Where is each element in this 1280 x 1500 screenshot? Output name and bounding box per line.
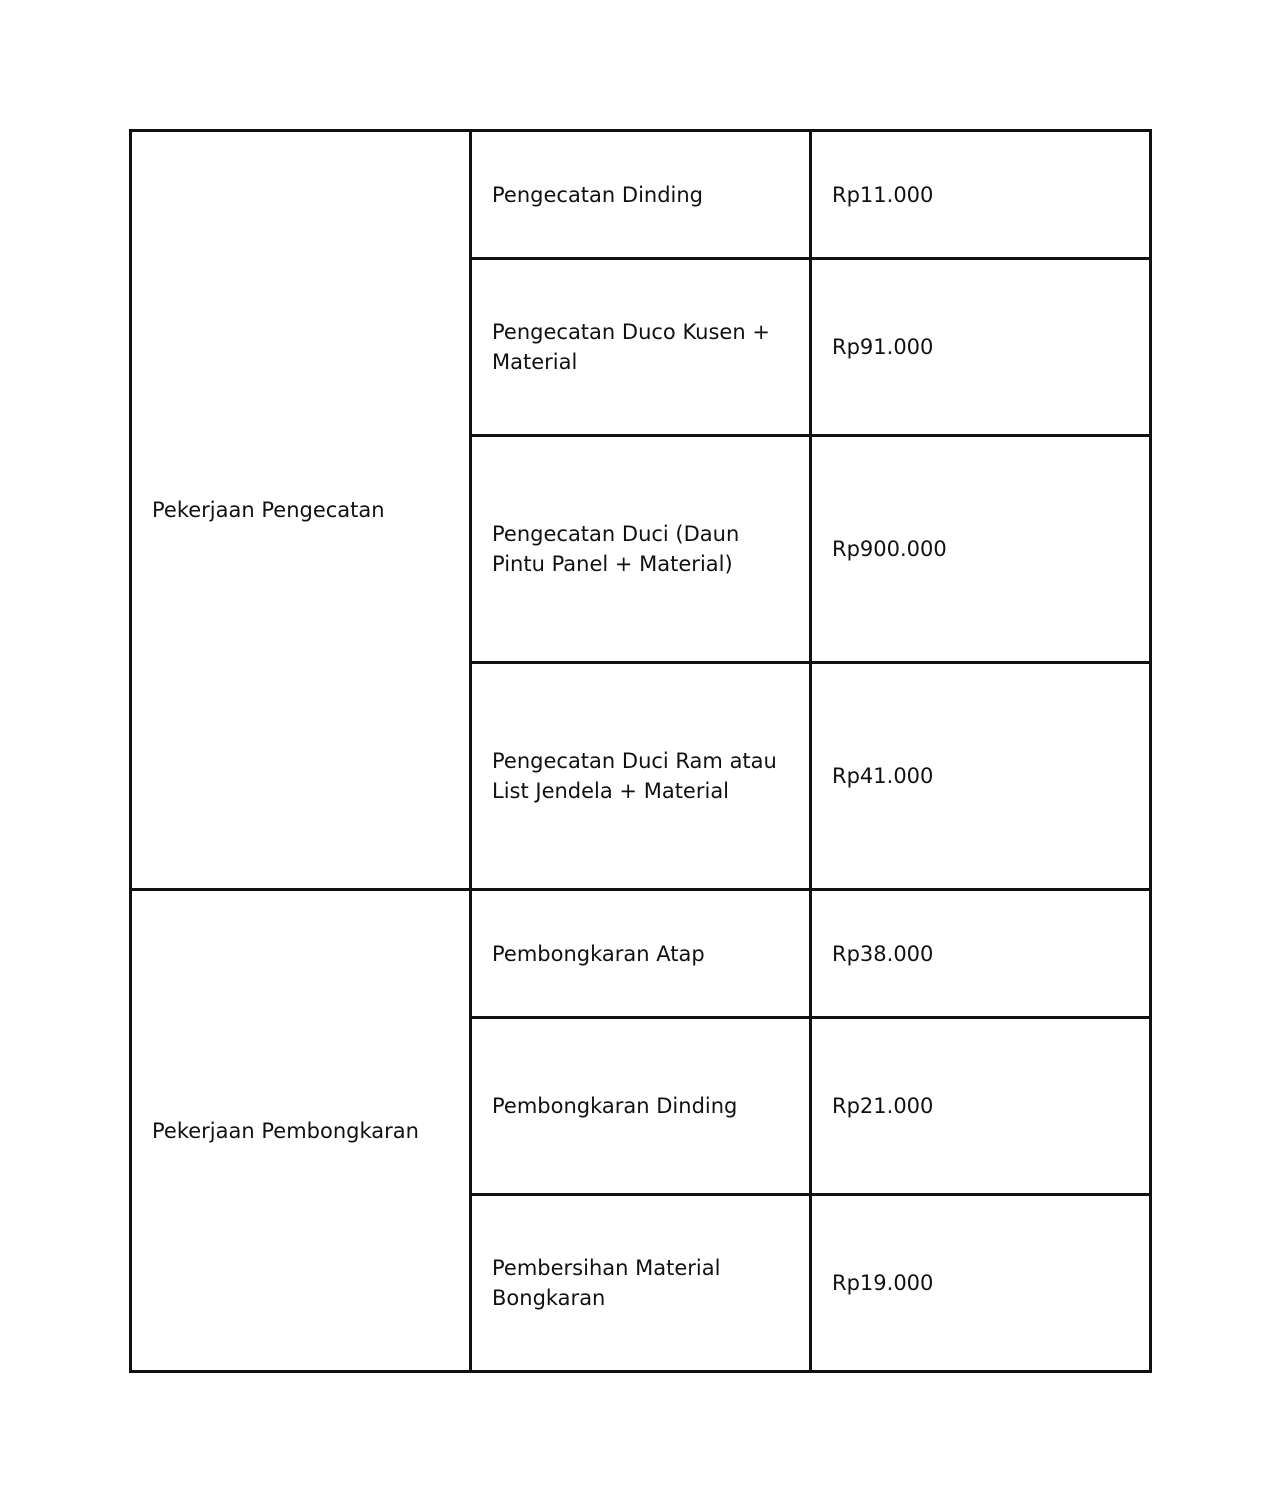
item-name-cell: Pembersihan Material Bongkaran [471, 1195, 811, 1372]
item-price-cell: Rp21.000 [811, 1018, 1151, 1195]
item-price-cell: Rp38.000 [811, 890, 1151, 1018]
item-name-cell: Pengecatan Duci (Daun Pintu Panel + Material) [471, 436, 811, 663]
table-row [131, 890, 1151, 1018]
item-name-cell: Pembongkaran Atap [471, 890, 811, 1018]
item-price-cell: Rp91.000 [811, 259, 1151, 436]
item-price-cell: Rp11.000 [811, 131, 1151, 259]
category-cell: Pekerjaan Pengecatan [131, 131, 471, 890]
category-cell: Pekerjaan Pembongkaran [131, 890, 471, 1372]
item-price-cell: Rp900.000 [811, 436, 1151, 663]
price-table [129, 129, 1152, 1373]
item-name-cell: Pengecatan Duco Kusen + Material [471, 259, 811, 436]
item-name-cell: Pengecatan Dinding [471, 131, 811, 259]
item-price-cell: Rp41.000 [811, 663, 1151, 890]
table-row [131, 131, 1151, 259]
item-price-cell: Rp19.000 [811, 1195, 1151, 1372]
item-name-cell: Pembongkaran Dinding [471, 1018, 811, 1195]
item-name-cell: Pengecatan Duci Ram atau List Jendela + Material [471, 663, 811, 890]
